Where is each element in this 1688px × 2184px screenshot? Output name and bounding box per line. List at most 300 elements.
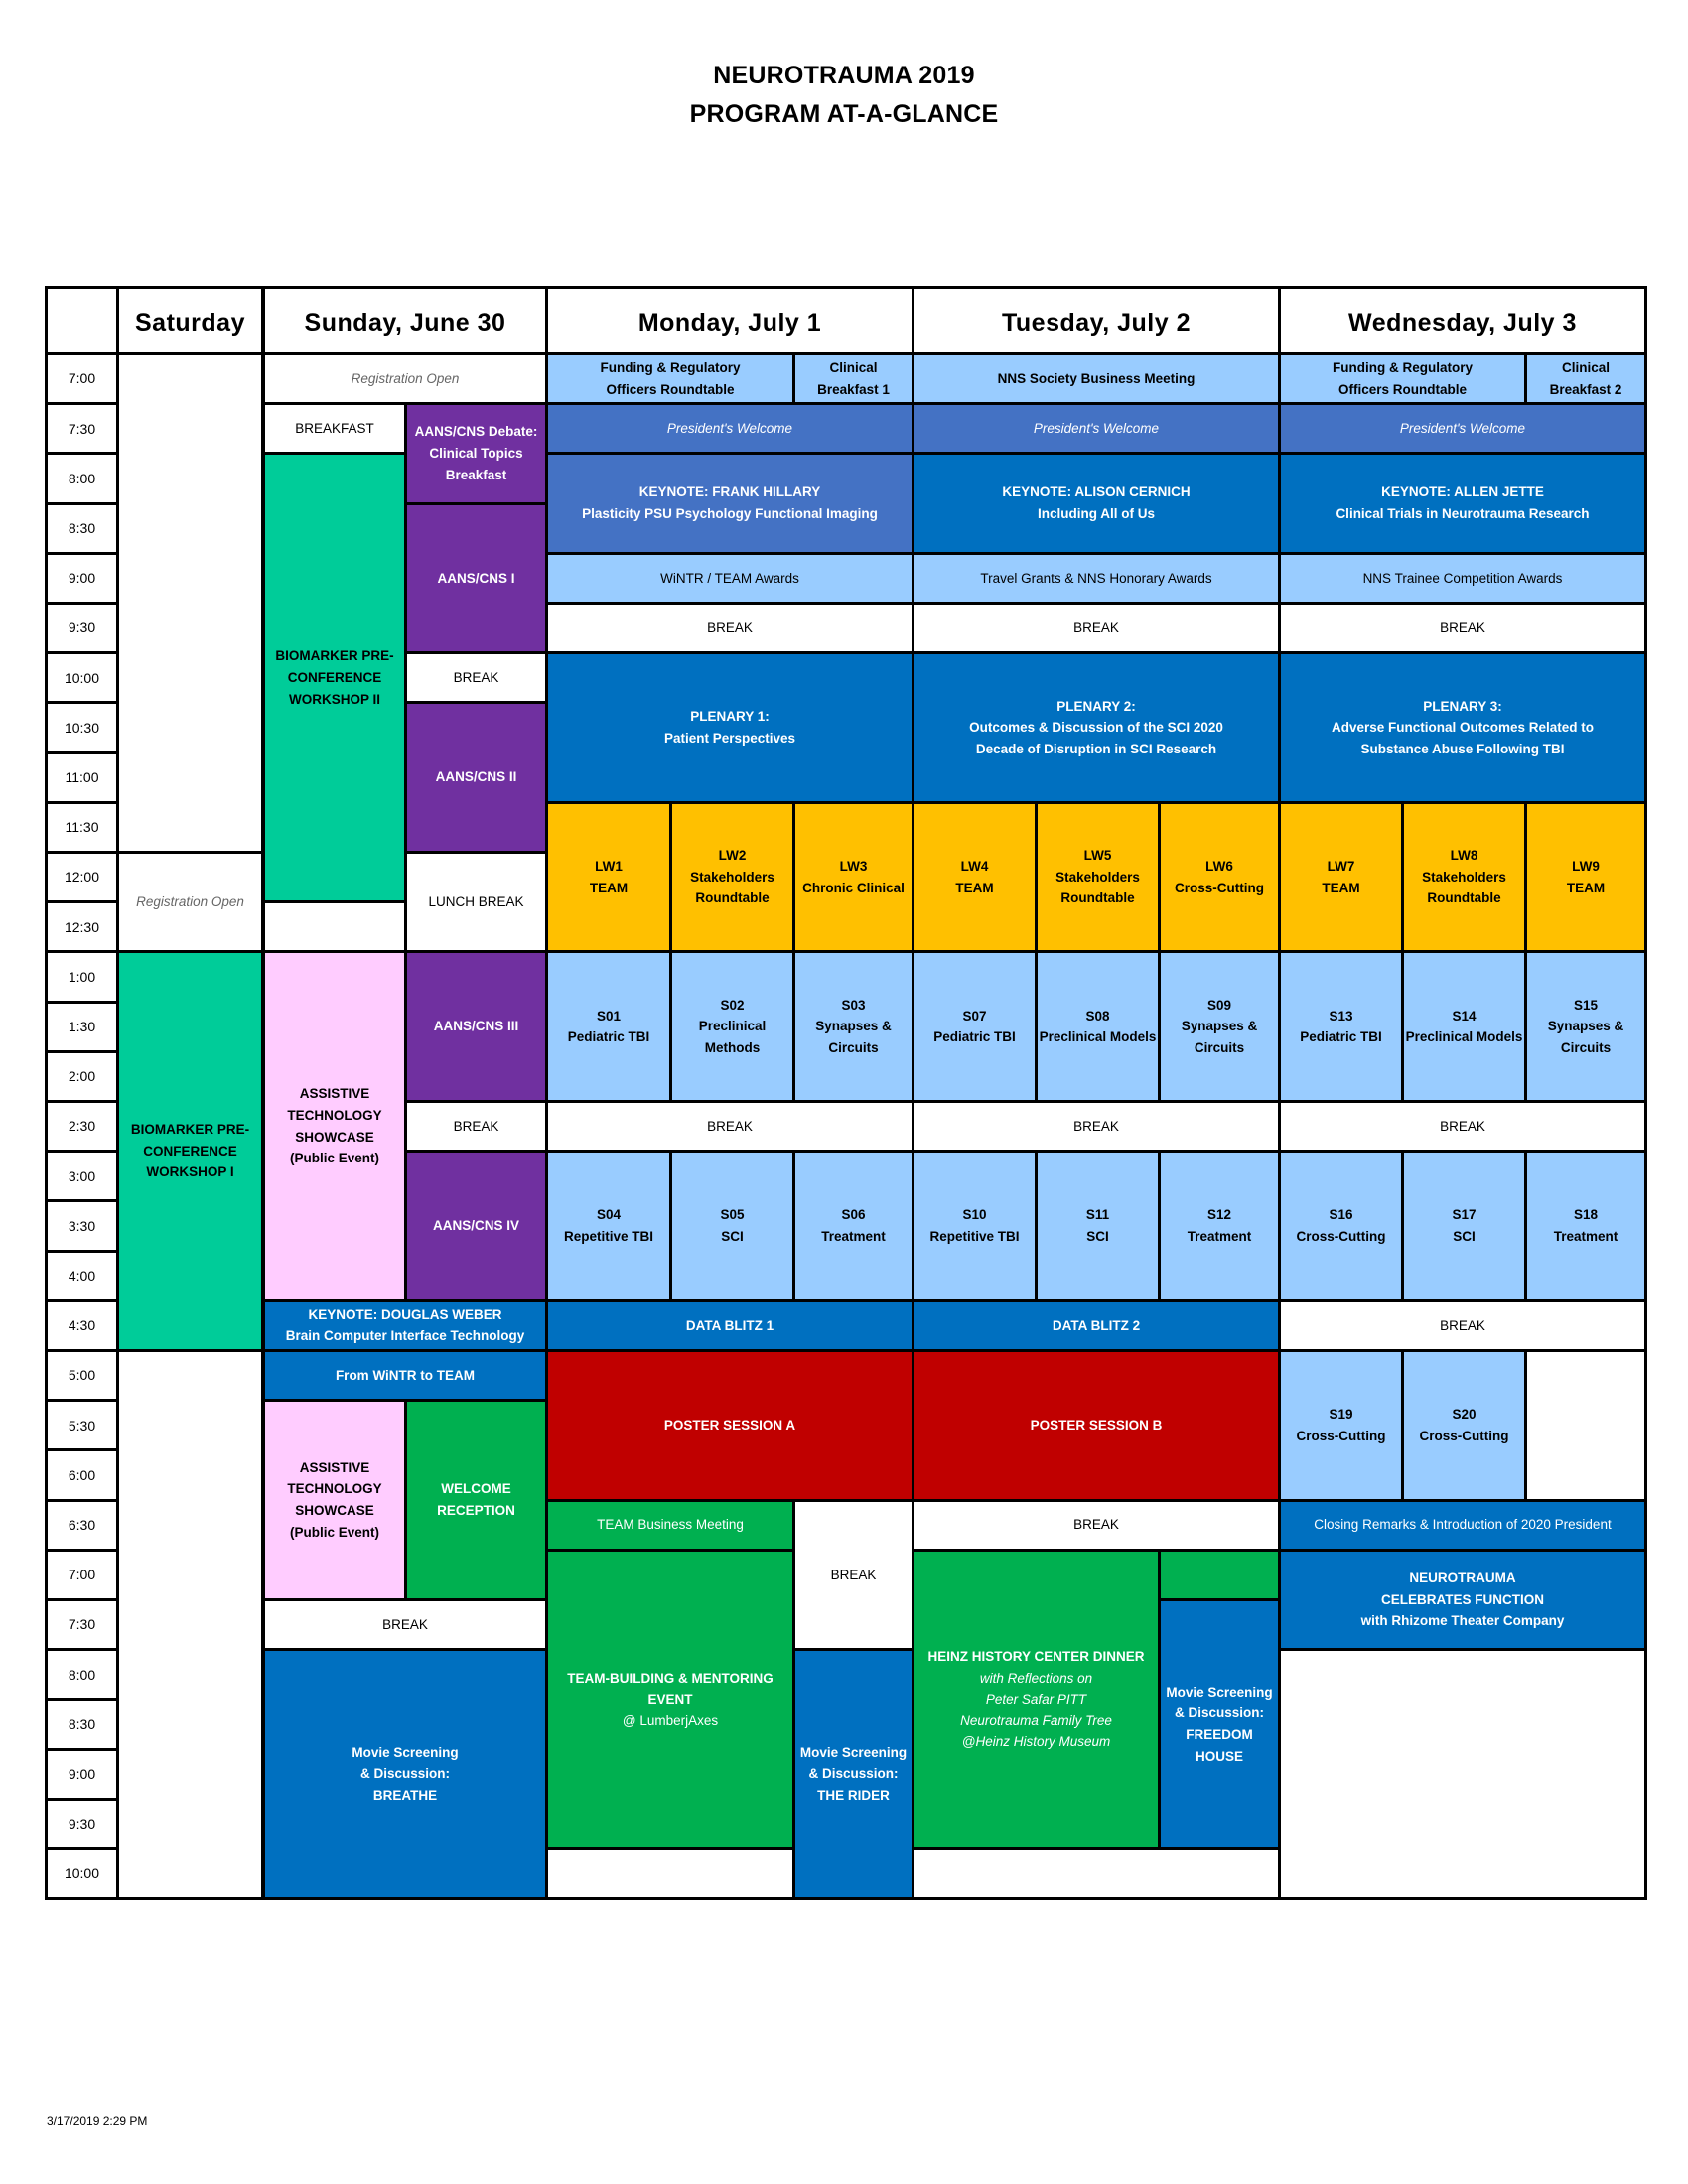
event-text: WORKSHOP II [288,691,380,707]
event-from-wintr-to-team [262,1349,548,1402]
event-lw2 [669,801,795,954]
event-text: S19 [1329,1407,1353,1423]
event-text: THE RIDER [817,1787,890,1803]
event-text: S18 [1573,1207,1599,1223]
event-assistive [262,1399,407,1601]
event-text: PLENARY 2: [1056,698,1136,714]
day-header-sat [116,286,264,358]
time-label: 1:30 [68,1018,96,1034]
event-text: BREAK [382,1616,428,1632]
time-label: 9:30 [68,619,96,636]
event-text: S05 [720,1207,745,1223]
event-text: Adverse Functional Outcomes Related to [1331,720,1595,736]
empty-slot [262,900,407,953]
day-header-label: Monday, July 1 [637,308,822,337]
event-text: TECHNOLOGY [287,1481,382,1497]
time-label: 3:00 [68,1167,96,1184]
event-lw5 [1035,801,1161,954]
time-label: 8:30 [68,1715,96,1732]
time-label: 2:00 [68,1068,96,1085]
event-text: Pediatric TBI [933,1029,1016,1045]
event-keynote-douglas-weber [262,1299,548,1352]
event-text: LW4 [960,859,989,874]
event-text: Officers Roundtable [1337,381,1467,397]
event-text: @Heinz History Museum [961,1734,1111,1750]
event-text: BREATHE [372,1787,438,1803]
event-movie-screening [1158,1598,1281,1850]
event-text: SHOWCASE [295,1129,374,1145]
event-lw1 [545,801,672,954]
event-aans-cns-iii [404,950,548,1103]
time-slot [45,950,119,1003]
time-slot [45,352,119,405]
event-funding-regulatory [1278,352,1527,405]
event-text: Repetitive TBI [929,1228,1020,1244]
event-text: S06 [841,1207,866,1223]
event-text: NNS Society Business Meeting [997,370,1196,386]
event-text: BREAK [453,1118,499,1134]
time-label: 9:00 [68,570,96,587]
event-text: BIOMARKER PRE- [130,1122,250,1138]
time-slot [45,1499,119,1552]
event-plenary-1 [545,651,914,804]
event-neurotrauma [1278,1549,1647,1651]
event-break [1278,602,1647,654]
event-clinical [792,352,914,405]
event-text: KEYNOTE: DOUGLAS WEBER [308,1306,502,1322]
time-label: 11:30 [65,819,99,836]
time-slot [45,1748,119,1801]
event-text: WORKSHOP I [146,1164,234,1180]
event-team-business-meeting [545,1499,795,1552]
day-header-tue [912,286,1281,358]
event-text: CONFERENCE [143,1143,237,1159]
event-registration-open [262,352,548,405]
event-text: Synapses & [815,1019,892,1034]
time-slot [45,402,119,455]
time-slot [45,1050,119,1103]
time-slot [45,900,119,953]
time-label: 6:00 [68,1466,96,1483]
event-s02 [669,950,795,1103]
event-break [262,1598,548,1651]
time-label: 10:00 [64,1865,100,1882]
event-text: Roundtable [695,890,770,906]
day-header-label: Tuesday, July 2 [1002,308,1191,337]
event-text: Cross-Cutting [1175,880,1264,895]
event-text: TEAM-BUILDING & MENTORING [567,1670,774,1686]
event-text: Chronic Clinical [802,880,905,895]
event-travel-grants-nns-honorary-awards [912,552,1281,605]
event-text: POSTER SESSION B [1030,1418,1163,1433]
event-text: RECEPTION [437,1503,515,1519]
event-text: & Discussion: [808,1766,899,1782]
event-text: Clinical [829,360,878,375]
event-break [912,1499,1281,1552]
day-header-wed [1278,286,1647,358]
event-text: Repetitive TBI [563,1228,654,1244]
event-text: S12 [1206,1207,1232,1223]
time-label: 11:00 [65,768,99,785]
time-label: 8:00 [68,470,96,486]
event-text: BREAK [1073,619,1119,635]
event-text: Substance Abuse Following TBI [1360,741,1565,756]
day-header-mon [545,286,914,358]
event-text: President's Welcome [1399,420,1526,436]
event-text: Decade of Disruption in SCI Research [975,741,1217,756]
time-label: 4:00 [68,1267,96,1284]
event-text: WELCOME [441,1481,511,1497]
empty-slot [116,352,264,854]
event-s10 [912,1150,1038,1302]
time-slot [45,1100,119,1153]
event-text: Movie Screening [352,1744,459,1760]
event-text: S08 [1085,1008,1110,1024]
event-text: BREAK [707,1118,753,1134]
page-title-line2: PROGRAM AT-A-GLANCE [689,100,999,128]
event-data-blitz-1 [545,1299,914,1352]
event-text: Including All of Us [1038,506,1155,522]
event-s06 [792,1150,914,1302]
event-text: Synapses & [1547,1019,1624,1034]
event-text: Preclinical Models [1039,1029,1157,1045]
time-label: 10:30 [64,719,100,736]
event-text: Roundtable [1060,890,1135,906]
event-s12 [1158,1150,1281,1302]
event-text: LW2 [718,848,747,864]
event-text: HEINZ HISTORY CENTER DINNER [927,1648,1145,1664]
time-slot [45,1448,119,1501]
event-text: BREAK [1073,1118,1119,1134]
time-label: 10:00 [64,669,100,686]
time-slot [45,1250,119,1302]
event-break [404,1100,548,1153]
event-president-s-welcome [912,402,1281,455]
event-s14 [1401,950,1527,1103]
time-slot [45,1847,119,1900]
time-slot [45,1299,119,1352]
event-s18 [1524,1150,1647,1302]
event-text: Preclinical Models [1405,1029,1523,1045]
event-text: Methods [704,1039,761,1055]
event-text: Movie Screening [1166,1684,1273,1700]
event-s19 [1278,1349,1404,1502]
time-slot [45,452,119,504]
event-text: AANS/CNS III [433,1019,519,1034]
event-text: President's Welcome [1033,420,1160,436]
time-slot [45,1648,119,1701]
event-text: Cross-Cutting [1419,1428,1509,1443]
event-lw6 [1158,801,1281,954]
event-s05 [669,1150,795,1302]
event-break [545,602,914,654]
event-text: S04 [596,1207,622,1223]
event-s03 [792,950,914,1103]
event-text: Neurotrauma Family Tree [960,1712,1112,1728]
time-slot [45,1199,119,1252]
event-break [792,1499,914,1652]
event-text: S15 [1573,997,1599,1013]
empty-slot [116,1349,264,1900]
event-movie-screening [792,1648,914,1900]
time-slot [45,1150,119,1202]
event-text: Circuits [828,1039,879,1055]
event-text: BREAK [1073,1517,1119,1533]
event-text: Stakeholders [1422,869,1506,885]
event-text: Plasticity PSU Psychology Functional Imaging [582,506,878,522]
event-text: NEUROTRAUMA [1409,1570,1516,1586]
empty-slot [1278,1648,1647,1900]
event-text: with Rhizome Theater Company [1360,1613,1565,1629]
event-text: BREAK [830,1567,877,1582]
time-label: 7:30 [68,420,96,437]
time-slot [45,651,119,704]
event-text: BIOMARKER PRE- [275,648,394,664]
event-text: AANS/CNS IV [432,1218,519,1234]
event-keynote-alison-cernich [912,452,1281,554]
event-text: Breakfast [445,467,507,482]
event-plenary-3 [1278,651,1647,804]
day-header-label: Sunday, June 30 [304,308,506,337]
time-slot [45,851,119,903]
event-break [1278,1299,1647,1352]
event-text: Funding & Regulatory [1333,360,1473,375]
empty-slot [1524,1349,1647,1502]
event-text: Outcomes & Discussion of the SCI 2020 [969,720,1223,736]
event-text: @ LumberjAxes [622,1712,719,1728]
event-text: LW3 [839,859,868,874]
time-slot [45,602,119,654]
event-text: DATA BLITZ 2 [1052,1317,1141,1333]
event-text: AANS/CNS I [437,570,515,586]
event-text: SCI [1453,1228,1476,1244]
event-text: (Public Event) [289,1151,379,1166]
event-s16 [1278,1150,1404,1302]
event-break [912,602,1281,654]
event-text: S14 [1452,1008,1477,1024]
event-text: S03 [841,997,866,1013]
event-text: S13 [1329,1008,1353,1024]
time-slot [45,1598,119,1651]
event-text: & Discussion: [1174,1706,1265,1721]
event-text: Officers Roundtable [606,381,735,397]
event-text: AANS/CNS II [435,769,517,785]
event-lw4 [912,801,1038,954]
time-slot [45,701,119,753]
event-s07 [912,950,1038,1103]
event-text: AANS/CNS Debate: [414,424,538,440]
time-label: 3:30 [68,1217,96,1234]
time-slot [45,1399,119,1451]
event-text: KEYNOTE: ALISON CERNICH [1002,484,1191,500]
page-title-line1: NEUROTRAUMA 2019 [713,62,975,89]
event-text: SCI [1086,1228,1109,1244]
event-aans-cns-debate [404,402,548,504]
time-label: 8:00 [68,1666,96,1683]
event-s17 [1401,1150,1527,1302]
empty-slot [545,1847,795,1900]
event-president-s-welcome [545,402,914,455]
event-text: Clinical Topics [429,446,523,462]
event-text: S07 [962,1008,987,1024]
event-text: Cross-Cutting [1296,1428,1386,1443]
event-s20 [1401,1349,1527,1502]
time-label: 2:30 [68,1118,96,1135]
day-header-label: Saturday [135,308,245,337]
event-plenary-2 [912,651,1281,804]
event-biomarker-pre [262,452,407,903]
event-text: LW6 [1205,859,1233,874]
event-text: Preclinical [698,1019,767,1034]
event-text: LW9 [1572,859,1600,874]
time-label: 12:30 [64,918,100,935]
time-label: 4:30 [68,1317,96,1334]
event-text: NNS Trainee Competition Awards [1362,570,1563,586]
event-text: S20 [1452,1407,1477,1423]
event-text: FREEDOM [1186,1727,1253,1742]
time-label: 9:00 [68,1765,96,1782]
event-text: S09 [1206,997,1232,1013]
event-clinical [1524,352,1647,405]
event-text: Cross-Cutting [1296,1228,1386,1244]
event-assistive [262,950,407,1301]
event-break [912,1100,1281,1153]
event-text: Closing Remarks & Introduction of 2020 President [1314,1517,1612,1533]
event-text: SCI [721,1228,744,1244]
event-text: TECHNOLOGY [287,1107,382,1123]
event-text: HOUSE [1195,1748,1243,1764]
event-text: S11 [1085,1207,1110,1223]
event-nns-society-business-meeting [912,352,1281,405]
event-s11 [1035,1150,1161,1302]
time-slot [45,1549,119,1601]
event-text: Clinical [1561,360,1610,375]
event-funding-regulatory [545,352,795,405]
event-text: Circuits [1194,1039,1245,1055]
event-text: ASSISTIVE [299,1086,370,1102]
event-aans-cns-ii [404,701,548,854]
event-text: KEYNOTE: FRANK HILLARY [638,484,821,500]
event-poster-session-b [912,1349,1281,1502]
event-text: Funding & Regulatory [600,360,741,375]
time-slot [45,801,119,854]
time-slot [45,1349,119,1402]
time-label: 5:30 [68,1417,96,1433]
event-text: Breakfast 2 [1549,381,1622,397]
event-text: Stakeholders [690,869,774,885]
event-text: Circuits [1560,1039,1612,1055]
event-text: Treatment [1187,1228,1252,1244]
event-president-s-welcome [1278,402,1647,455]
event-text: Stakeholders [1055,869,1140,885]
event-text: TEAM [955,880,994,895]
event-biomarker-pre [116,950,264,1352]
event-text: TEAM [1322,880,1360,895]
event-text: LW7 [1327,859,1355,874]
time-label: 1:00 [68,968,96,985]
event-text: Clinical Trials in Neurotrauma Research [1336,506,1590,522]
event-text: TEAM Business Meeting [597,1517,744,1533]
time-slot [45,1798,119,1850]
event-text: CONFERENCE [287,669,382,685]
event-text: Registration Open [351,370,460,386]
event-text: Synapses & [1181,1019,1258,1034]
event-s09 [1158,950,1281,1103]
event-s13 [1278,950,1404,1103]
event-aans-cns-iv [404,1150,548,1302]
event-poster-session-a [545,1349,914,1502]
event-text: (Public Event) [289,1524,379,1540]
event-lw7 [1278,801,1404,954]
event-text: CELEBRATES FUNCTION [1381,1591,1544,1607]
time-label: 7:00 [68,1567,96,1583]
event-text: Brain Computer Interface Technology [285,1328,525,1344]
event-text: TEAM [1566,880,1606,895]
event-text: TEAM [589,880,629,895]
event-text: S10 [962,1207,987,1223]
event-text: BREAKFAST [295,420,374,436]
time-label: 7:00 [68,370,96,387]
event-text: BREAK [1440,1317,1485,1333]
time-label: 9:30 [68,1816,96,1833]
header-corner [45,286,119,358]
event-text: Treatment [821,1228,886,1244]
time-slot [45,552,119,605]
print-timestamp: 3/17/2019 2:29 PM [47,2115,148,2128]
event-text: President's Welcome [666,420,793,436]
event-wintr-team-awards [545,552,914,605]
event-lw3 [792,801,914,954]
event-break [404,651,548,704]
event-lunch-break [404,851,548,953]
event-closing-remarks-introduction-of-2020-president [1278,1499,1647,1552]
event-text: From WiNTR to TEAM [335,1367,476,1383]
event-text: Patient Perspectives [663,730,796,746]
event-text: BREAK [1440,1118,1485,1134]
event-text: POSTER SESSION A [663,1418,796,1433]
event-aans-cns-i [404,502,548,655]
event-text: LUNCH BREAK [428,893,524,909]
event-break [545,1100,914,1153]
event-text: LW8 [1450,848,1478,864]
event-text: Registration Open [136,893,244,909]
event-text: S02 [720,997,745,1013]
event-text: LW5 [1083,848,1112,864]
event-text: PLENARY 3: [1423,698,1502,714]
event-text: SHOWCASE [295,1503,374,1519]
time-label: 5:00 [68,1367,96,1384]
event-text: DATA BLITZ 1 [685,1317,774,1333]
event-break [1278,1100,1647,1153]
event-movie-screening [262,1648,548,1900]
empty-slot [912,1847,1281,1900]
time-slot [45,502,119,555]
event-welcome [404,1399,548,1601]
event-text: S17 [1452,1207,1477,1223]
event-text: BREAK [1440,619,1485,635]
event-text: Peter Safar PITT [985,1692,1087,1707]
event-text: S01 [596,1008,622,1024]
event-s08 [1035,950,1161,1103]
time-label: 6:30 [68,1516,96,1533]
event-lw8 [1401,801,1527,954]
time-label: 8:30 [68,519,96,536]
event-text: PLENARY 1: [690,709,770,725]
event-s15 [1524,950,1647,1103]
event-keynote-allen-jette [1278,452,1647,554]
event-text: Breakfast 1 [817,381,890,397]
event-text: EVENT [647,1692,693,1707]
